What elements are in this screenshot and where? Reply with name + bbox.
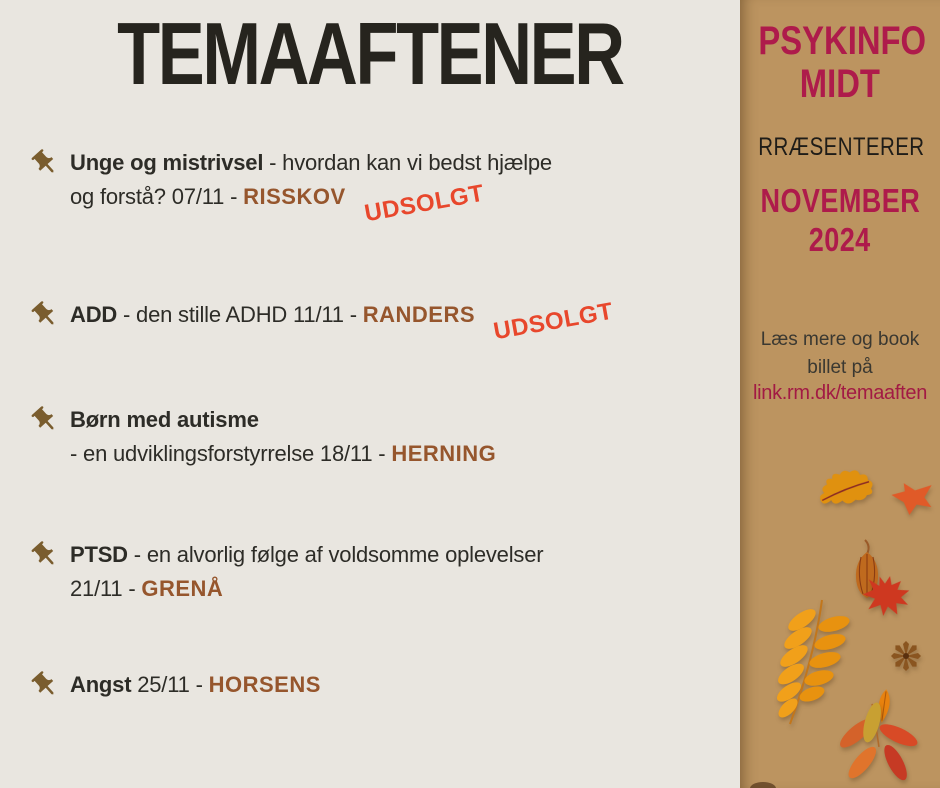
event-location: RANDERS (362, 302, 476, 327)
brand-line-1: PSYKINFO (758, 19, 927, 63)
creeper-leaf-image (832, 698, 922, 788)
event-item (30, 146, 710, 228)
booking-info-line-2: billet på (807, 357, 873, 378)
event-item (30, 668, 710, 702)
event-location: HORSENS (208, 672, 321, 697)
booking-info (740, 326, 940, 382)
maple-leaf-image (855, 569, 917, 621)
event-description: - den stille ADHD 11/11 - (117, 302, 363, 327)
event-topic: Børn med autisme (70, 407, 259, 432)
event-item (30, 403, 710, 471)
sidebar (740, 0, 940, 788)
event-location: HERNING (391, 441, 497, 466)
event-date: 25/11 - (131, 672, 209, 697)
event-topic: Unge og mistrivsel (70, 150, 264, 175)
oak-leaf-image (813, 462, 879, 518)
event-text (70, 668, 710, 702)
twig-leaf-image (888, 481, 933, 519)
event-item (30, 538, 710, 606)
sold-out-badge: UDSOLGT (491, 297, 616, 346)
event-date: - en udviklingsforstyrrelse 18/11 - (70, 441, 392, 466)
event-date: 21/11 - (70, 576, 142, 601)
brand-title (740, 20, 940, 106)
event-topic: ADD (70, 302, 118, 327)
pushpin-icon (30, 670, 60, 700)
booking-link[interactable]: link.rm.dk/temaaften (752, 382, 928, 404)
pushpin-icon (30, 540, 60, 570)
event-date: og forstå? 07/11 - (70, 184, 244, 209)
event-item (30, 297, 710, 346)
year-label: 2024 (809, 221, 871, 258)
page-title-text: TEMAAFTENER (117, 4, 623, 103)
event-description: - hvordan kan vi bedst hjælpe (263, 150, 552, 175)
event-topic: PTSD (70, 542, 128, 567)
brand-line-2: MIDT (799, 62, 881, 106)
event-location: GRENÅ (141, 576, 224, 601)
pushpin-icon (30, 405, 60, 435)
pushpin-icon (30, 300, 60, 330)
event-text (70, 146, 710, 228)
event-text (70, 297, 710, 346)
event-location: RISSKOV (243, 184, 346, 209)
page-title (0, 4, 740, 103)
star-anise-image (890, 641, 922, 671)
event-topic: Angst (70, 672, 132, 697)
event-text (70, 538, 710, 606)
month-label: NOVEMBER (760, 182, 920, 219)
sold-out-badge: UDSOLGT (362, 179, 486, 228)
month-year-label (740, 181, 940, 259)
leaf-shadow-decor (750, 782, 776, 788)
booking-info-line-1: Læs mere og book (760, 329, 920, 350)
event-description: - en alvorlig følge af voldsomme oplevelser (127, 542, 544, 567)
pushpin-icon (30, 148, 60, 178)
event-text (70, 403, 710, 471)
presents-label: RRÆSENTERER (758, 133, 925, 161)
